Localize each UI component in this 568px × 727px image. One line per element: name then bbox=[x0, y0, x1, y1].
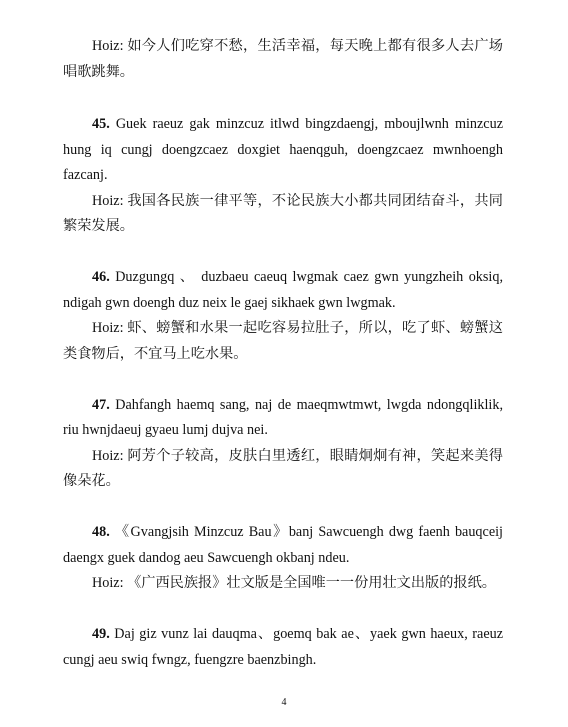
sentence-line bbox=[92, 624, 503, 644]
sentence-line: riu hwnjdaeuj gyaeu lumj dujva nei. bbox=[63, 422, 268, 438]
translation-line: Hoiz: 虾、螃蟹和水果一起吃容易拉肚子，所以，吃了虾、螃蟹这 bbox=[92, 320, 503, 336]
sentence-line bbox=[92, 522, 503, 542]
sentence-line: daengx guek dandog aeu Sawcuengh okbanj ndeu. bbox=[63, 550, 350, 566]
sentence-text: Daj giz vunz lai dauqma、goemq bak ae、yaek gwn haeux, raeuz bbox=[114, 626, 504, 642]
translation-line: Hoiz: 我国各民族一律平等，不论民族大小都共同团结奋斗，共同 bbox=[92, 193, 503, 209]
item-number: 46. bbox=[92, 269, 110, 285]
item-number: 49. bbox=[92, 626, 110, 642]
item-number: 48. bbox=[92, 524, 110, 540]
sentence-text: Duzgungq 、 duzbaeu caeuq lwgmak caez gwn yungzheih oksiq, bbox=[115, 269, 504, 285]
page-number: 4 bbox=[281, 697, 287, 708]
translation-line: 像朵花。 bbox=[63, 473, 120, 489]
sentence-line bbox=[92, 395, 503, 415]
sentence-text: Dahfangh haemq sang, naj de maeqmwtmwt, lwgda ndongqliklik, bbox=[115, 397, 503, 413]
translation-line: Hoiz: 《广西民族报》壮文版是全国唯一一份用壮文出版的报纸。 bbox=[92, 575, 496, 591]
sentence-text: 《Gvangjsih Minzcuz Bau》banj Sawcuengh dwg faenh bauqceij bbox=[114, 524, 504, 540]
sentence-text: Guek raeuz gak minzcuz itlwd bingzdaengj, mboujlwnh minzcuz bbox=[115, 116, 503, 132]
translation-line: 类食物后，不宜马上吃水果。 bbox=[63, 346, 248, 362]
translation-line: 唱歌跳舞。 bbox=[63, 64, 134, 80]
item-number: 47. bbox=[92, 397, 110, 413]
sentence-line: ndigah gwn doengh duz neix le gaej sikhaek gwn lwgmak. bbox=[63, 295, 396, 311]
sentence-line: cungj aeu swiq fwngz, fuengzre baenzbingh. bbox=[63, 652, 317, 668]
sentence-line: hung iq cungj doengzcaez doxgiet haenqguh, doengzcaez mwnhoengh bbox=[63, 142, 503, 158]
translation-line: Hoiz: 阿芳个子较高，皮肤白里透红，眼睛炯炯有神，笑起来美得 bbox=[92, 448, 503, 464]
translation-line: Hoiz: 如今人们吃穿不愁，生活幸福，每天晚上都有很多人去广场 bbox=[92, 38, 503, 54]
sentence-line bbox=[92, 267, 503, 287]
sentence-line: fazcanj. bbox=[63, 167, 108, 183]
item-number: 45. bbox=[92, 116, 110, 132]
sentence-line bbox=[92, 114, 503, 134]
translation-line: 繁荣发展。 bbox=[63, 218, 134, 234]
